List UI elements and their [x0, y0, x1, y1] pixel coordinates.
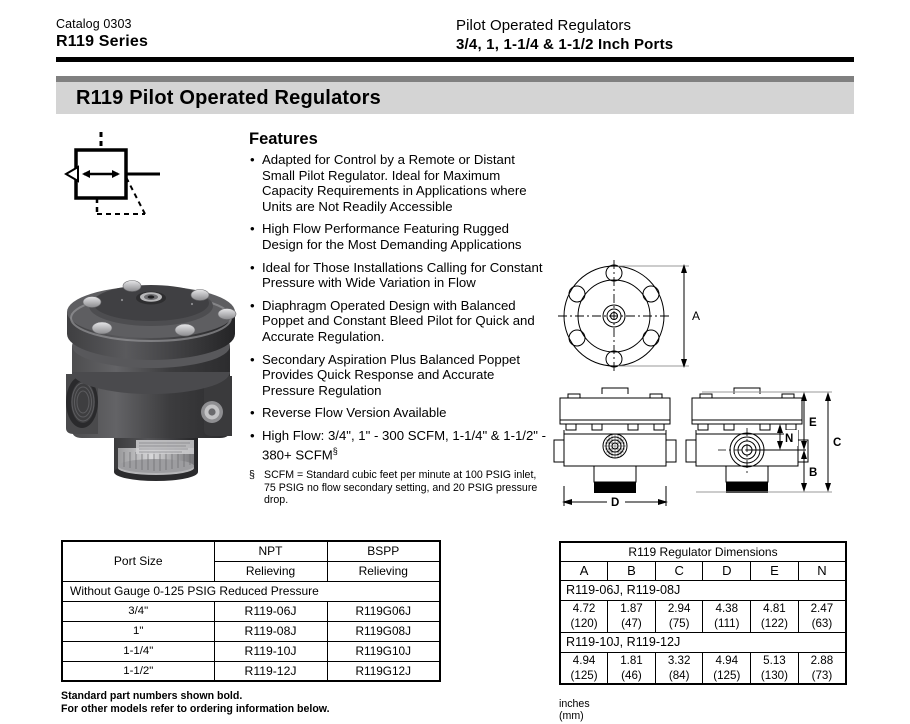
- table-group-row: [560, 580, 846, 600]
- bullet-icon: •: [250, 221, 255, 237]
- cell-mm: (73): [798, 668, 846, 684]
- feature-item: [249, 260, 549, 291]
- features-section: [249, 130, 549, 507]
- header-port-size: Port Size: [62, 541, 214, 581]
- header-dim-e: E: [751, 561, 799, 580]
- cell-mm: (47): [608, 616, 656, 632]
- footnote-symbol-icon: §: [249, 469, 255, 482]
- cell-port-size: 1": [62, 621, 214, 641]
- dimensions-table-title: R119 Regulator Dimensions: [560, 542, 846, 561]
- dimension-label-b: B: [809, 467, 818, 479]
- page-header: [56, 16, 854, 58]
- cell-port-size: 1-1/4": [62, 641, 214, 661]
- cell-bspp-part: R119G10J: [327, 641, 440, 661]
- header-rule: [56, 57, 854, 62]
- dimension-label-a: A: [692, 309, 701, 323]
- feature-text: Adapted for Control by a Remote or Distant Small Pilot Regulator. Ideal for Maximum Capacity Requirements in Applications where Units are Not Readily Accessible: [262, 152, 527, 214]
- note-line-2: For other models refer to ordering information below.: [61, 702, 330, 715]
- cell-inches: 2.88: [798, 652, 846, 668]
- bullet-icon: •: [250, 297, 255, 313]
- scfm-footnote: [249, 469, 549, 506]
- header-dim-d: D: [703, 561, 751, 580]
- cell-inches: 4.94: [560, 652, 608, 668]
- front-view-drawings: [550, 384, 855, 520]
- dimension-label-c: C: [833, 437, 842, 449]
- group-label-without-gauge: Without Gauge 0-125 PSIG Reduced Pressure: [62, 581, 440, 601]
- dimension-label-n: N: [785, 433, 794, 445]
- feature-item: [249, 298, 549, 345]
- cell-port-size: 1-1/2": [62, 661, 214, 681]
- cell-inches: 4.94: [703, 652, 751, 668]
- table-group-row: [62, 581, 440, 601]
- cell-mm: (75): [655, 616, 703, 632]
- feature-item: [249, 152, 549, 214]
- cell-mm: (63): [798, 616, 846, 632]
- header-left: [56, 16, 456, 58]
- group-label-models-10-12: R119-10J, R119-12J: [560, 632, 846, 652]
- header-dim-c: C: [655, 561, 703, 580]
- cell-bspp-part: R119G08J: [327, 621, 440, 641]
- bullet-icon: •: [250, 152, 255, 167]
- cell-npt-part: R119-12J: [214, 661, 327, 681]
- dimension-label-e: E: [809, 417, 817, 429]
- port-size-table: [61, 540, 441, 682]
- bullet-icon: •: [250, 405, 255, 421]
- note-line-1: Standard part numbers shown bold.: [61, 690, 243, 702]
- bullet-icon: •: [250, 427, 255, 443]
- subheader-npt-relieving: Relieving: [214, 561, 327, 581]
- header-npt: NPT: [214, 541, 327, 561]
- cell-mm: (120): [560, 616, 608, 632]
- table-row: [62, 621, 440, 641]
- cell-port-size: 3/4": [62, 601, 214, 621]
- feature-item: [249, 428, 549, 463]
- cell-inches: 1.81: [608, 652, 656, 668]
- regulator-schematic-symbol: [52, 130, 182, 222]
- units-mm: (mm): [559, 710, 584, 723]
- cell-mm: (122): [751, 616, 799, 632]
- dimensions-table: [559, 541, 847, 685]
- cell-inches: 2.47: [798, 600, 846, 616]
- port-table-note: [61, 690, 330, 715]
- table-row-inches: [560, 652, 846, 668]
- series-name: R119 Series: [56, 33, 149, 50]
- cell-mm: (130): [751, 668, 799, 684]
- cell-mm: (111): [703, 616, 751, 632]
- dimension-units-note: [559, 698, 590, 723]
- feature-text: Ideal for Those Installations Calling for Constant Pressure with Wide Variation in Flow: [262, 259, 543, 291]
- cell-mm: (84): [655, 668, 703, 684]
- group-label-models-06-08: R119-06J, R119-08J: [560, 580, 846, 600]
- feature-text: High Flow: 3/4", 1" - 300 SCFM, 1-1/4" & 1-1/2" - 380+ SCFM: [262, 427, 547, 462]
- port-sizes-subtitle: 3/4, 1, 1-1/4 & 1-1/2 Inch Ports: [456, 36, 674, 53]
- cell-npt-part: R119-10J: [214, 641, 327, 661]
- cell-inches: 4.81: [751, 600, 799, 616]
- header-right: [456, 16, 854, 58]
- cell-npt-part: R119-08J: [214, 621, 327, 641]
- title-bar: [56, 82, 854, 114]
- subheader-bspp-relieving: Relieving: [327, 561, 440, 581]
- dimension-label-d: D: [611, 497, 620, 509]
- units-inches: inches: [559, 698, 590, 710]
- header-dim-n: N: [798, 561, 846, 580]
- cell-inches: 2.94: [655, 600, 703, 616]
- table-row: [62, 661, 440, 681]
- header-dim-b: B: [608, 561, 656, 580]
- bullet-icon: •: [250, 351, 255, 367]
- table-row-inches: [560, 600, 846, 616]
- cell-inches: 3.32: [655, 652, 703, 668]
- features-heading: Features: [249, 130, 318, 148]
- feature-item: [249, 405, 549, 421]
- table-header-row: [560, 561, 846, 580]
- table-row: [62, 601, 440, 621]
- product-photo: [52, 262, 250, 490]
- cell-bspp-part: R119G06J: [327, 601, 440, 621]
- cell-npt-part: R119-06J: [214, 601, 327, 621]
- cell-inches: 4.72: [560, 600, 608, 616]
- table-row-mm: [560, 616, 846, 632]
- cell-inches: 1.87: [608, 600, 656, 616]
- cell-mm: (125): [560, 668, 608, 684]
- header-dim-a: A: [560, 561, 608, 580]
- feature-text: Diaphragm Operated Design with Balanced Poppet and Constant Bleed Pilot for Quick and Accurate Regulation.: [262, 297, 535, 344]
- table-title-row: [560, 542, 846, 561]
- feature-text: High Flow Performance Featuring Rugged Design for the Most Demanding Applications: [262, 221, 522, 252]
- page-title: R119 Pilot Operated Regulators: [76, 86, 381, 109]
- cell-mm: (46): [608, 668, 656, 684]
- cell-mm: (125): [703, 668, 751, 684]
- port-size-table-container: [61, 540, 439, 682]
- feature-item: [249, 221, 549, 252]
- feature-item: [249, 352, 549, 399]
- top-view-drawing: [556, 250, 708, 382]
- cell-inches: 4.38: [703, 600, 751, 616]
- table-row-mm: [560, 668, 846, 684]
- feature-text: Secondary Aspiration Plus Balanced Poppet Provides Quick Response and Accurate Pressure Regulation: [262, 351, 521, 398]
- footnote-marker: §: [332, 445, 338, 456]
- dimensions-table-container: [559, 541, 847, 685]
- table-header-row: [62, 541, 440, 561]
- catalog-number: Catalog 0303: [56, 17, 132, 31]
- footnote-text: SCFM = Standard cubic feet per minute at 100 PSIG inlet, 75 PSIG no flow secondary setting, and 20 PSIG pressure drop.: [264, 469, 538, 507]
- product-category: Pilot Operated Regulators: [456, 17, 632, 34]
- cell-bspp-part: R119G12J: [327, 661, 440, 681]
- features-list: [249, 152, 549, 462]
- bullet-icon: •: [250, 259, 255, 275]
- table-group-row: [560, 632, 846, 652]
- table-row: [62, 641, 440, 661]
- feature-text: Reverse Flow Version Available: [262, 405, 447, 421]
- header-bspp: BSPP: [327, 541, 440, 561]
- cell-inches: 5.13: [751, 652, 799, 668]
